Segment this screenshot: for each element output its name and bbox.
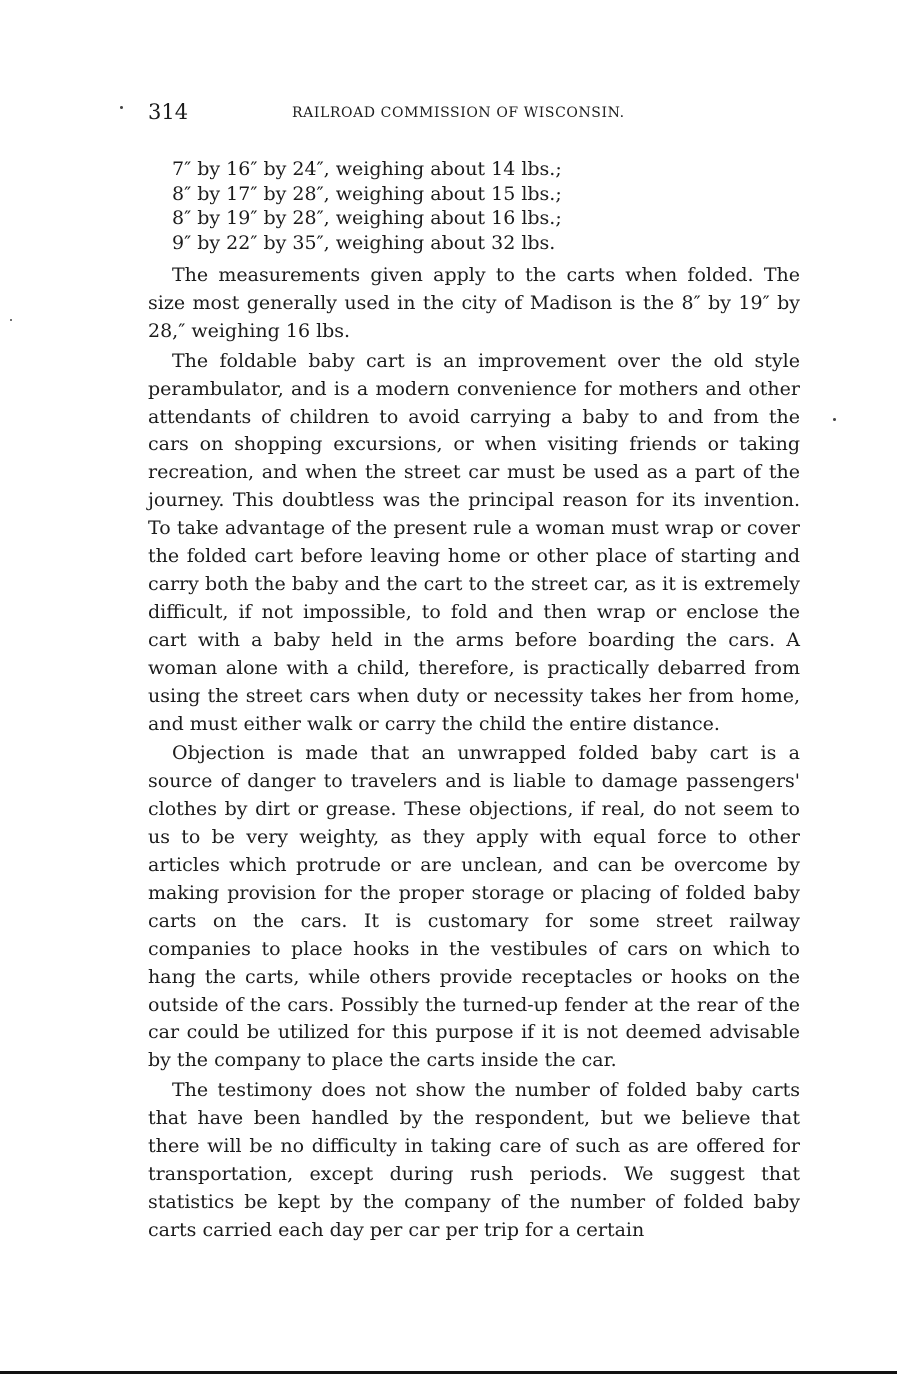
scan-speck: [833, 418, 836, 421]
dimension-line: 8″ by 19″ by 28″, weighing about 16 lbs.;: [172, 207, 562, 229]
scan-speck: [120, 106, 123, 109]
paragraph-measurements: The measurements given apply to the carts when folded. The size most generally used in the city of Madison is the 8″ by 19″ by 28,″ weighing 16 lbs.: [148, 264, 800, 342]
dimension-line: 7″ by 16″ by 24″, weighing about 14 lbs.;: [172, 158, 562, 180]
page-header: [148, 100, 808, 130]
bottom-border-line: [0, 1371, 897, 1374]
running-head: RAILROAD COMMISSION OF WISCONSIN.: [292, 105, 625, 121]
dimensions-list: [172, 157, 562, 255]
dimension-line: 9″ by 22″ by 35″, weighing about 32 lbs.: [172, 231, 556, 254]
body-text: [148, 262, 800, 1245]
dimension-line: 8″ by 17″ by 28″, weighing about 15 lbs.;: [172, 182, 562, 205]
page-number: 314: [148, 100, 189, 124]
paragraph-testimony: The testimony does not show the number of folded baby carts that have been handled by the respondent, but we believe that there will be no difficulty in taking care of such as are offered for transportation, except during rush periods. We suggest that statistics be kept by the company of the number of folded baby carts carried each day per car per trip for a certain: [148, 1079, 800, 1241]
scan-speck: [10, 319, 12, 321]
paragraph-objection: Objection is made that an unwrapped folded baby cart is a source of danger to travelers and is liable to damage passengers' clothes by dirt or grease. These objections, if real, do not seem to us to be very weighty, as they apply with equal force to other articles which protrude or are unclean, and can be overcome by making provision for the proper storage or placing of folded baby carts on the cars. It is customary for some street railway companies to place hooks in the vestibules of cars on which to hang the carts, while others provide receptacles or hooks on the outside of the cars. Possibly the turned-up fender at the rear of the car could be utilized for this purpose if it is not deemed advisable by the company to place the carts inside the car.: [148, 742, 800, 1072]
paragraph-foldable-cart: The foldable baby cart is an improvement over the old style perambulator, and is a modern convenience for mothers and other attendants of children to avoid carrying a baby to and from the cars on shopping excursions, or when visiting friends or taking recreation, and when the street car must be used as a part of the journey. This doubtless was the principal reason for its invention. To take advantage of the present rule a woman must wrap or cover the folded cart before leaving home or other place of starting and carry both the baby and the cart to the street car, as it is extremely difficult, if not impossible, to fold and then wrap or enclose the cart with a baby held in the arms before boarding the cars. A woman alone with a child, therefore, is practically debarred from using the street cars when duty or necessity takes her from home, and must either walk or carry the child the entire distance.: [148, 349, 800, 735]
